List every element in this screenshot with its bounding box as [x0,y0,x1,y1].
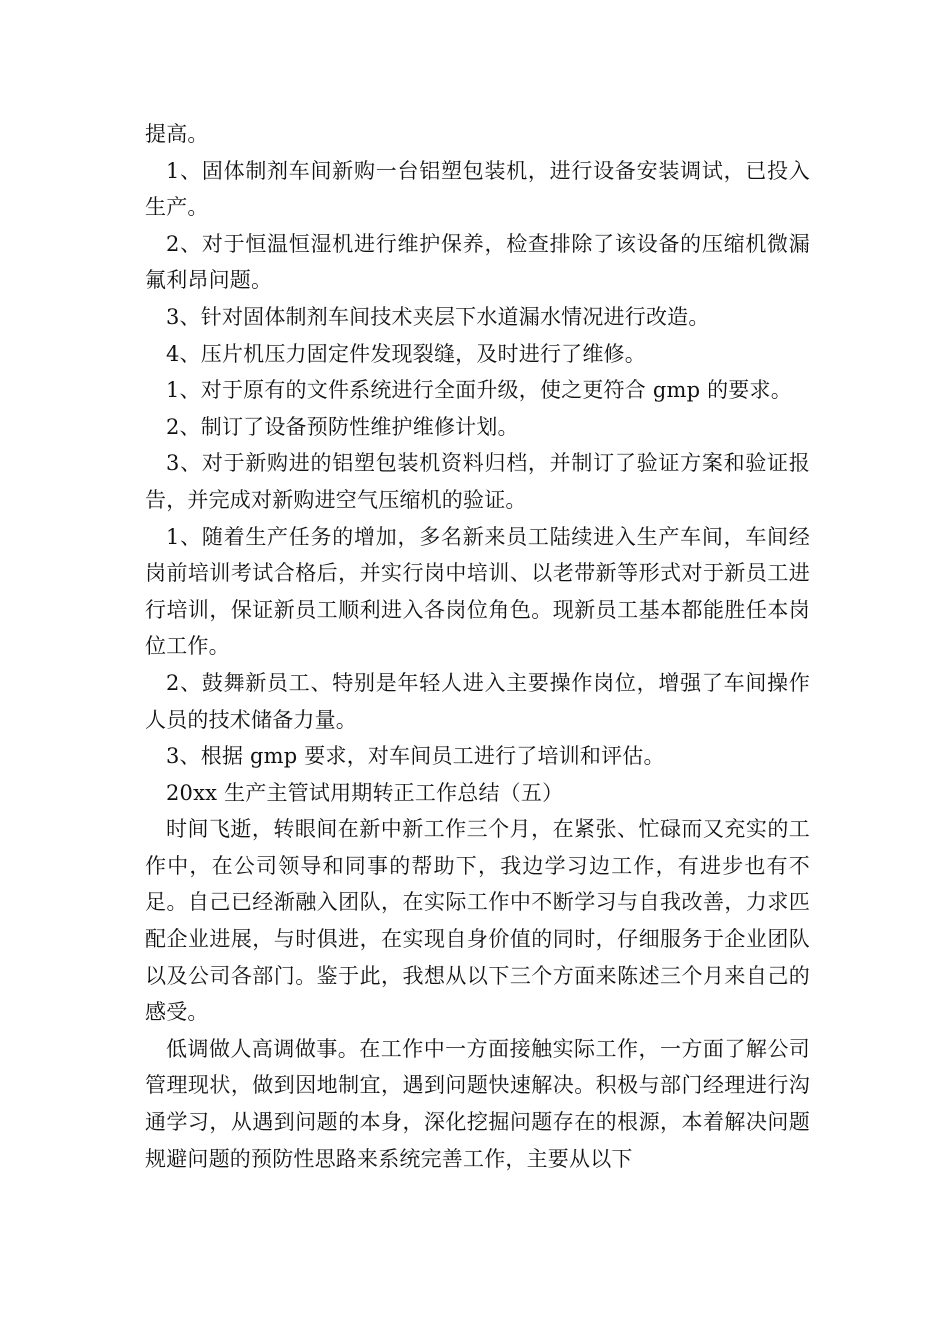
paragraph-equipment-2: 2、对于恒温恒湿机进行维护保养，检查排除了该设备的压缩机微漏氟利昂问题。 [145,231,810,293]
paragraph-documents-2: 2、制订了设备预防性维护维修计划。 [166,414,519,439]
paragraph-equipment-4: 4、压片机压力固定件发现裂缝，及时进行了维修。 [166,341,646,366]
paragraph-training-3: 3、根据 gmp 要求，对车间员工进行了培训和评估。 [166,744,665,769]
section-heading: 20xx 生产主管试用期转正工作总结（五） [166,780,564,805]
paragraph-equipment-3: 3、针对固体制剂车间技术夹层下水道漏水情况进行改造。 [166,304,710,329]
paragraph-training-1: 1、随着生产任务的增加，多名新来员工陆续进入生产车间，车间经岗前培训考试合格后，并实行岗中培训、以老带新等形式对于新员工进行培训，保证新员工顺利进入各岗位角色。现新员工基本都能胜任本岗位工作。 [145,524,810,659]
paragraph-documents-3: 3、对于新购进的铝塑包装机资料归档，并制订了验证方案和验证报告，并完成对新购进空气压缩机的验证。 [145,451,810,512]
document-body [145,116,810,1177]
paragraph-work-attitude: 低调做人高调做事。在工作中一方面接触实际工作，一方面了解公司管理现状，做到因地制宜，遇到问题快速解决。积极与部门经理进行沟通学习，从遇到问题的本身，深化挖掘问题存在的根源，本着解决问题规避问题的预防性思路来系统完善工作，主要从以下 [145,1036,810,1171]
paragraph-equipment-1: 1、固体制剂车间新购一台铝塑包装机，进行设备安装调试，已投入生产。 [145,158,810,220]
paragraph-training-2: 2、鼓舞新员工、特别是年轻人进入主要操作岗位，增强了车间操作人员的技术储备力量。 [145,670,810,732]
paragraph-documents-1: 1、对于原有的文件系统进行全面升级，使之更符合 gmp 的要求。 [166,378,792,403]
paragraph-intro: 时间飞逝，转眼间在新中新工作三个月，在紧张、忙碌而又充实的工作中，在公司领导和同事的帮助下，我边学习边工作，有进步也有不足。自己已经渐融入团队，在实际工作中不断学习与自我改善，力求匹配企业进展，与时俱进，在实现自身价值的同时，仔细服务于企业团队以及公司各部门。鉴于此，我想从以下三个方面来陈述三个月来自己的感受。 [145,817,810,1025]
paragraph-continuation: 提高。 [145,122,209,146]
